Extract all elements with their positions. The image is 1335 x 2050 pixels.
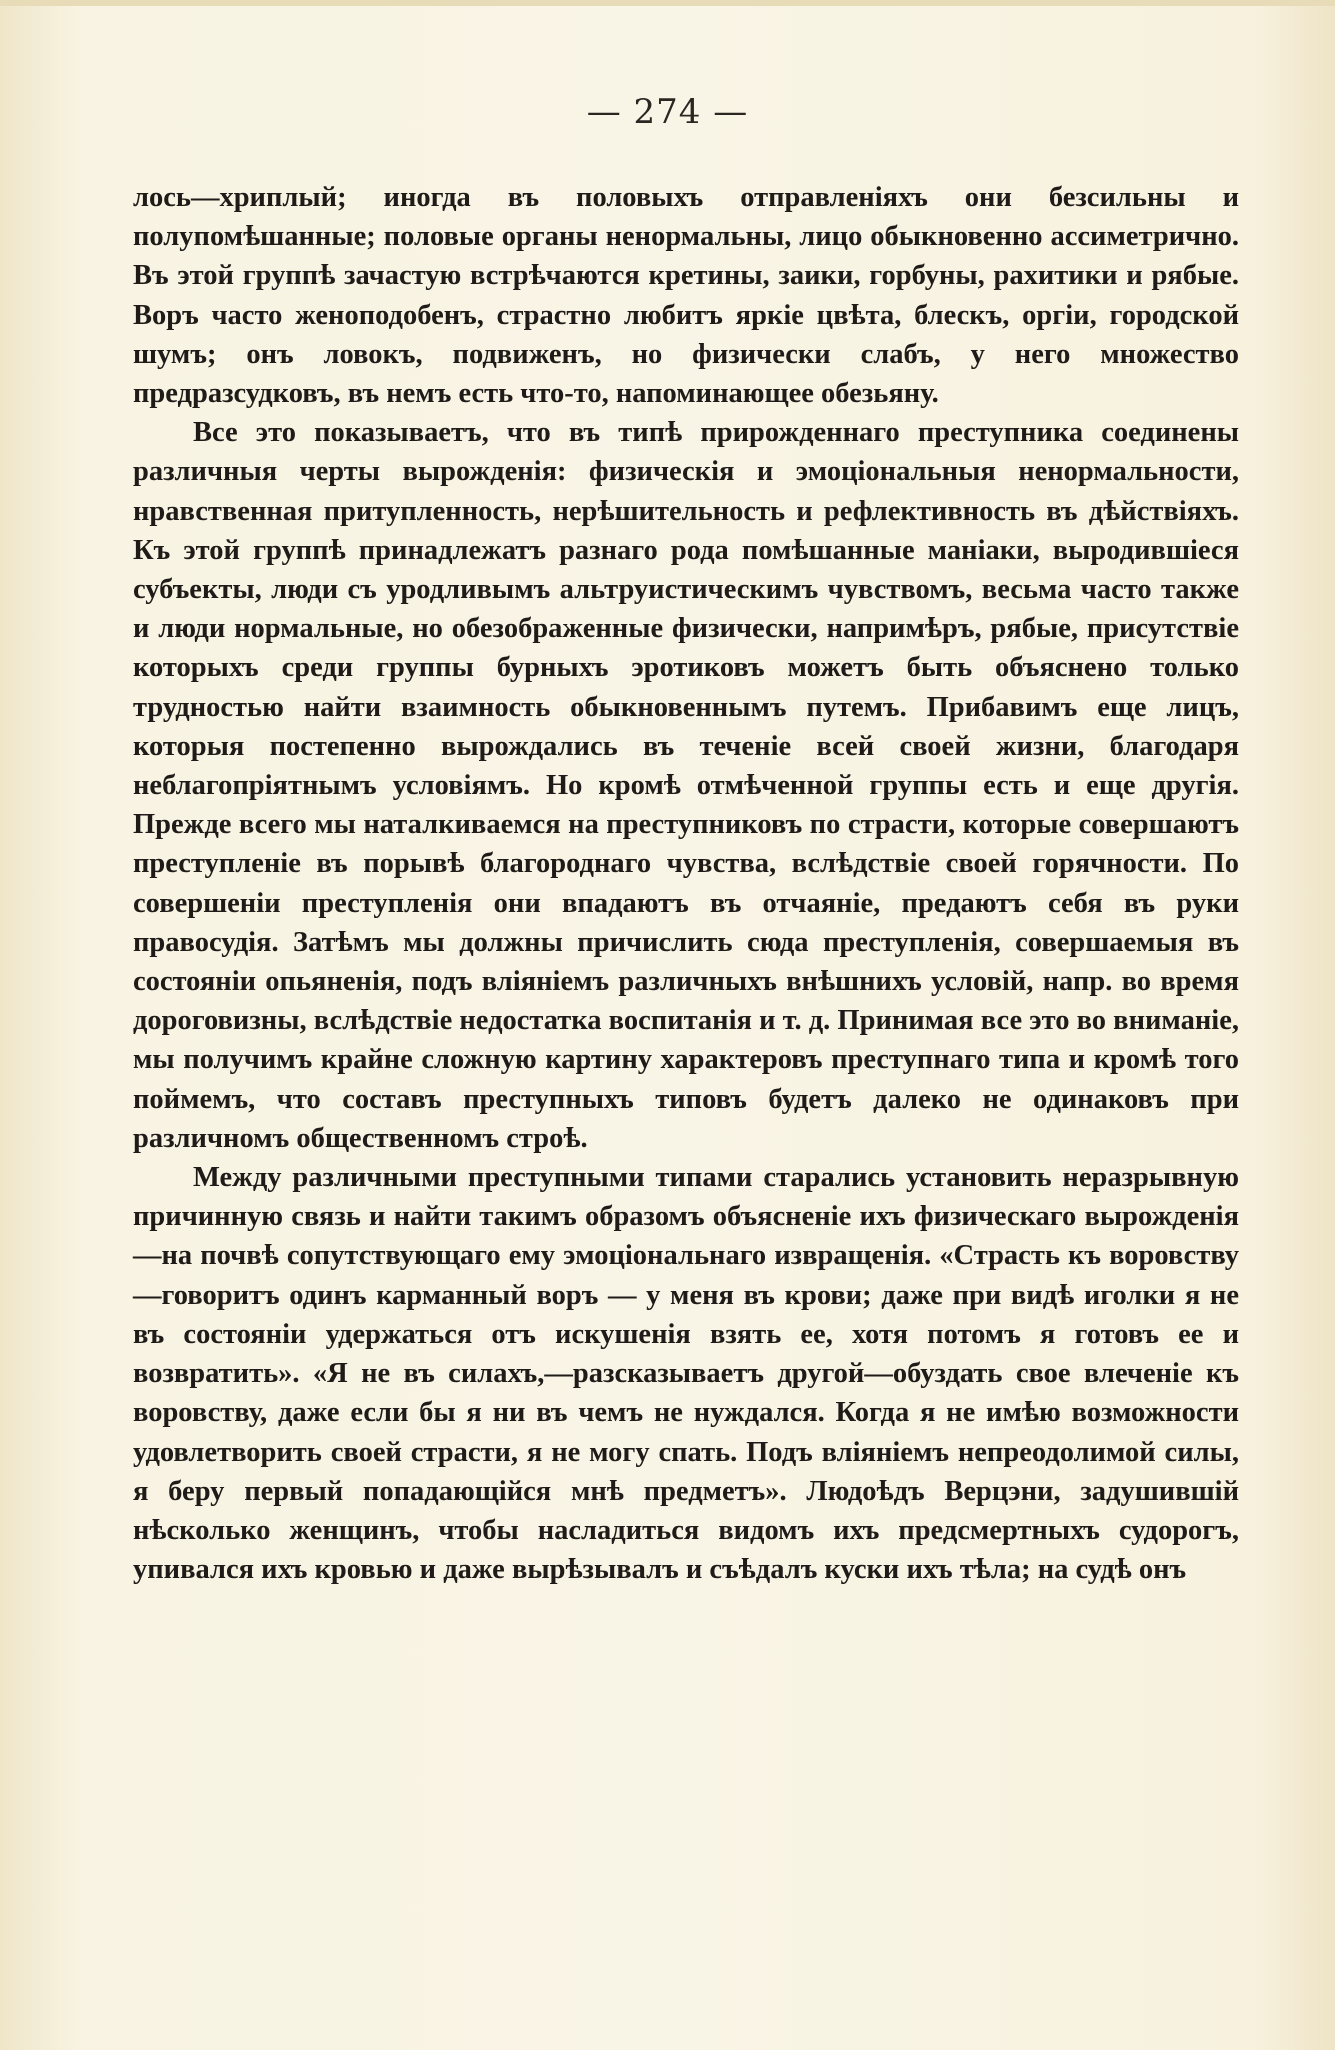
paragraph-criminal-types-connection: Между различными преступными типами старались установить неразрывную причинную связь и найти такимъ образомъ объясненіе ихъ физическаго вырожденія—на почвѣ сопутствующаго ему эмоціональнаго извращенія. «Страсть къ воровству—говоритъ одинъ карманный воръ — у меня въ крови; даже при видѣ иголки я не въ состояніи удержаться отъ искушенія взять ее, хотя потомъ я готовъ ее и возвратить». «Я не въ силахъ,—разсказываетъ другой—обуздать свое влеченіе къ воровству, даже если бы я ни въ чемъ не нуждался. Когда я не имѣю возможности удовлетворить своей страсти, я не могу спать. Подъ вліяніемъ непреодолимой силы, я беру первый попадающійся мнѣ предметъ». Людоѣдъ Верцэни, задушившій нѣсколько женщинъ, чтобы насладиться видомъ ихъ предсмертныхъ судорогъ, упивался ихъ кровью и даже вырѣзывалъ и съѣдалъ куски ихъ тѣла; на судѣ онъ [133, 1162, 1239, 1586]
page-top-edge [0, 0, 1335, 6]
paragraph-continuation: лось—хриплый; иногда въ половыхъ отправленіяхъ они безсильны и полупомѣшанные; половые органы ненормальны, лицо обыкновенно ассиметрично. Въ этой группѣ зачастую встрѣчаются кретины, заики, горбуны, рахитики и рябые. Воръ часто женоподобенъ, страстно любитъ яркіе цвѣта, блескъ, оргіи, городской шумъ; онъ ловокъ, подвиженъ, но физически слабъ, у него множество предразсудковъ, въ немъ есть что-то, напоминающее обезьяну. [133, 182, 1239, 410]
paragraph-born-criminal-type: Все это показываетъ, что въ типѣ прирожденнаго преступника соединены различныя черты вырожденія: физическія и эмоціональныя ненормальности, нравственная притупленность, нерѣшительность и рефлективность въ дѣйствіяхъ. Къ этой группѣ принадлежатъ разнаго рода помѣшанные маніаки, выродившіеся субъекты, люди съ уродливымъ альтруистическимъ чувствомъ, весьма часто также и люди нормальные, но обезображенные физически, напримѣръ, рябые, присутствіе которыхъ среди группы бурныхъ эротиковъ можетъ быть объяснено только трудностью найти взаимность обыкновеннымъ путемъ. Прибавимъ еще лицъ, которыя постепенно вырождались въ теченіе всей своей жизни, благодаря неблагопріятнымъ условіямъ. Но кромѣ отмѣченной группы есть и еще другія. Прежде всего мы наталкиваемся на преступниковъ по страсти, которые совершаютъ преступленіе въ порывѣ благороднаго чувства, вслѣдствіе своей горячности. По совершеніи преступленія они впадаютъ въ отчаяніе, предаютъ себя въ руки правосудія. Затѣмъ мы должны причислить сюда преступленія, совершаемыя въ состояніи опьяненія, подъ вліяніемъ различныхъ внѣшнихъ условій, напр. во время дороговизны, вслѣдствіе недостатка воспитанія и т. д. Принимая все это во вниманіе, мы получимъ крайне сложную картину характеровъ преступнаго типа и кромѣ того поймемъ, что составъ преступныхъ типовъ будетъ далеко не одинаковъ при различномъ общественномъ строѣ. [133, 417, 1239, 1154]
body-text [133, 178, 1239, 1589]
page-number: — 274 — [586, 92, 749, 132]
